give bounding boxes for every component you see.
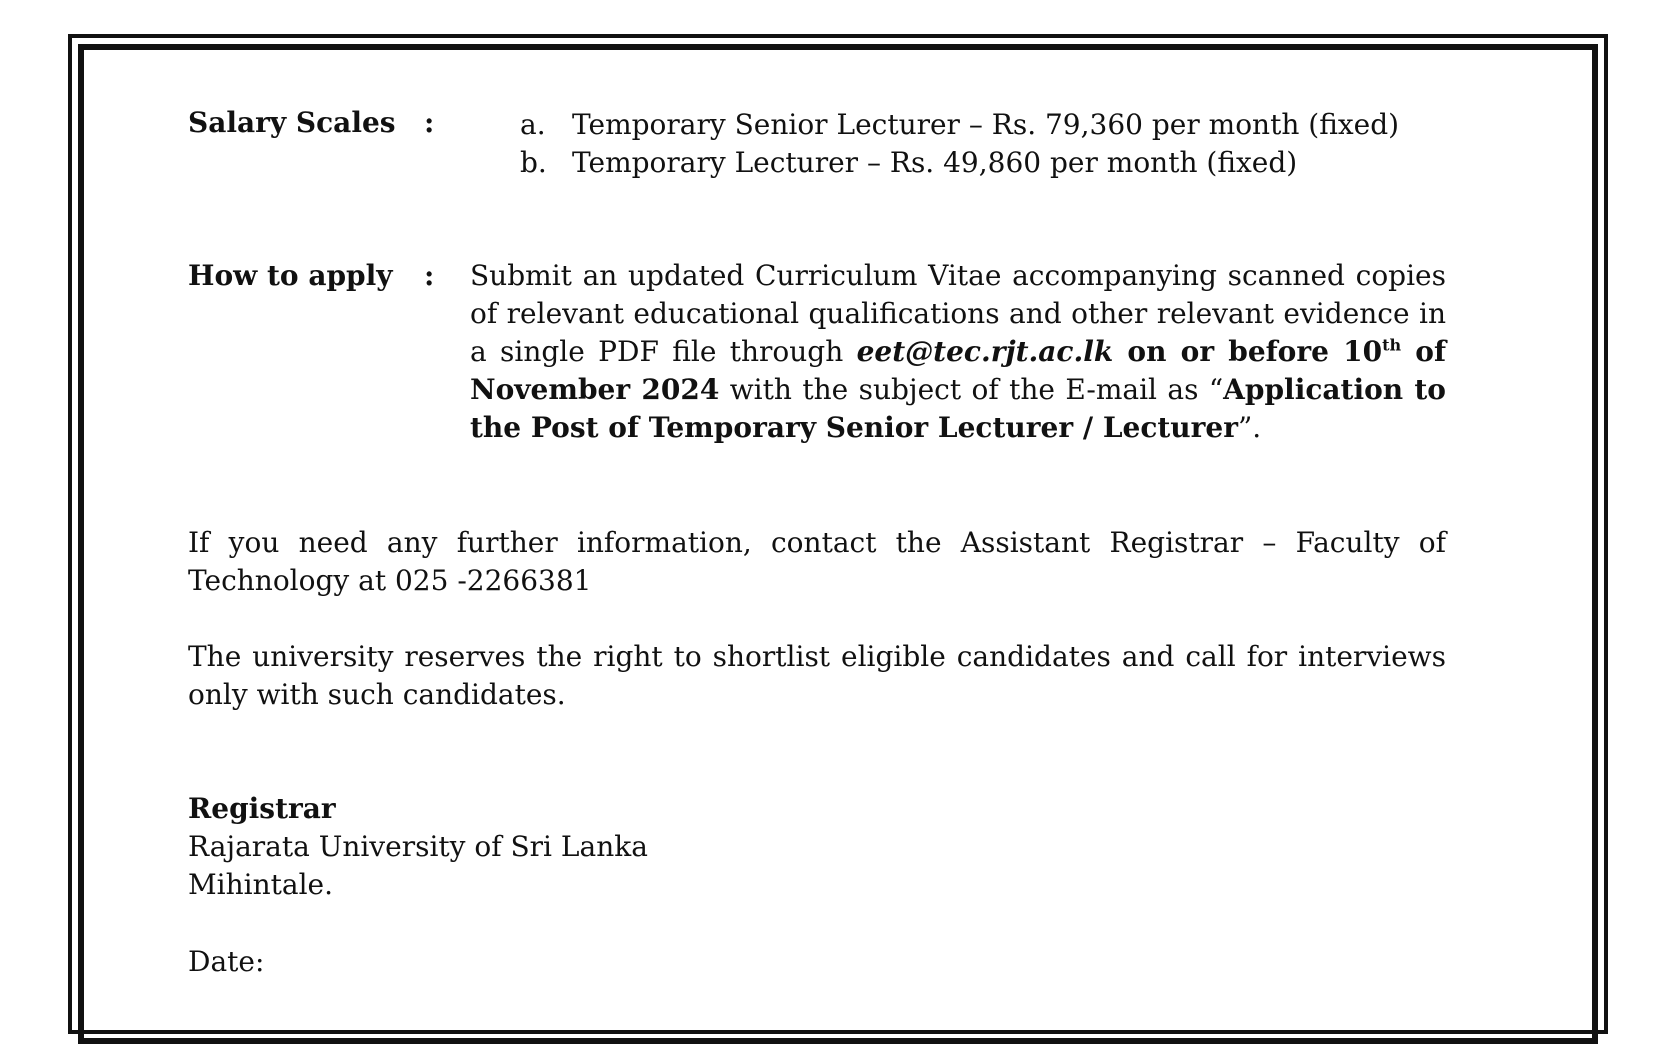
salary-scales-colon: : bbox=[424, 106, 435, 139]
salary-item-text-b: Temporary Lecturer – Rs. 49,860 per month (fixed) bbox=[572, 146, 1298, 179]
apply-intro-text: Submit an updated Curriculum Vitae accompanying scanned copies of relevant educational qualifications and other relevant evidence in a single PDF file through bbox=[470, 259, 1446, 368]
salary-scales-label: Salary Scales bbox=[188, 106, 396, 139]
signature-title: Registrar bbox=[188, 792, 336, 825]
salary-item-marker-b: b. bbox=[520, 146, 547, 179]
salary-item-text-a: Temporary Senior Lecturer – Rs. 79,360 per month (fixed) bbox=[572, 108, 1400, 141]
how-to-apply-colon: : bbox=[424, 259, 435, 292]
apply-subject-text: Application to the Post of Temporary Senior Lecturer / Lecturer bbox=[470, 373, 1446, 444]
signature-location: Mihintale. bbox=[188, 868, 334, 901]
reserve-paragraph: The university reserves the right to shortlist eligible candidates and call for interviews only with such candidates. bbox=[188, 640, 1446, 711]
apply-subject-intro: with the subject of the E-mail as “ bbox=[719, 373, 1224, 406]
apply-deadline-text: on or before 10 bbox=[1113, 335, 1383, 368]
apply-email-link[interactable]: eet@tec.rjt.ac.lk bbox=[856, 335, 1114, 368]
apply-deadline-month: of November 2024 bbox=[470, 335, 1447, 406]
salary-item-marker-a: a. bbox=[520, 108, 546, 141]
apply-deadline-suffix: th bbox=[1382, 335, 1402, 355]
signature-university: Rajarata University of Sri Lanka bbox=[188, 830, 648, 863]
how-to-apply-text bbox=[470, 257, 1446, 447]
date-label: Date: bbox=[188, 945, 265, 978]
contact-paragraph: If you need any further information, contact the Assistant Registrar – Faculty of Technology at 025 -2266381 bbox=[188, 526, 1446, 597]
apply-subject-close: ”. bbox=[1237, 411, 1262, 444]
how-to-apply-label: How to apply bbox=[188, 259, 393, 292]
